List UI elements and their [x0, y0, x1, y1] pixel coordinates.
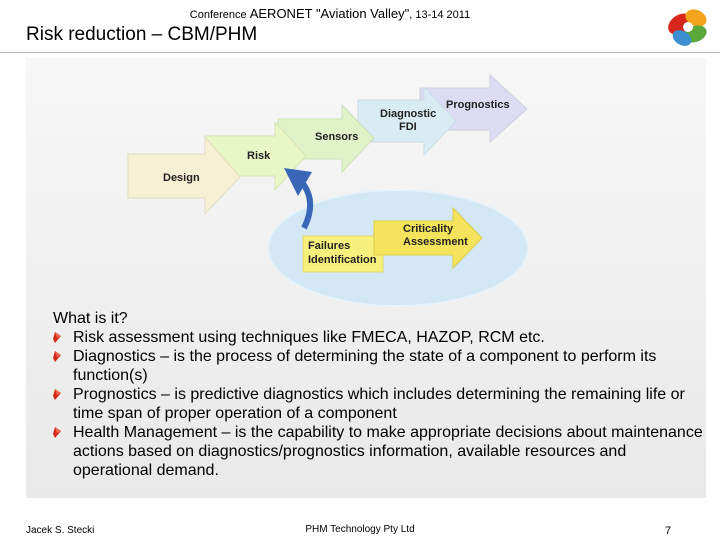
conference-header — [0, 6, 660, 21]
list-item — [53, 347, 703, 385]
header-divider — [0, 52, 720, 53]
label-risk: Risk — [247, 150, 271, 162]
list-item — [53, 328, 703, 347]
label-criticality: Criticality — [403, 223, 454, 235]
page-number: 7 — [665, 525, 672, 537]
label-failures: Failures — [308, 240, 351, 252]
bullet-text: Risk assessment using techniques like FMECA, HAZOP, RCM etc. — [73, 329, 545, 346]
bullet-icon — [53, 332, 63, 343]
conference-prefix: Conference — [189, 9, 247, 21]
label-prognostics: Prognostics — [446, 99, 510, 111]
footer-author: Jacek S. Stecki — [26, 525, 95, 536]
footer-company: PHM Technology Pty Ltd — [305, 524, 415, 535]
body-content — [53, 309, 703, 480]
list-item — [53, 385, 703, 423]
bullet-text: Health Management – is the capability to make appropriate decisions about maintenance actions based on diagnostics/prognostics information, available resources and operational demand. — [73, 424, 703, 479]
conference-date: , 13-14 2011 — [409, 9, 471, 21]
label-assessment: Assessment — [403, 236, 468, 248]
bullet-list — [53, 328, 703, 480]
bullet-text: Diagnostics – is the process of determining the state of a component to perform its function(s) — [73, 348, 657, 384]
label-design: Design — [163, 172, 200, 184]
label-fdi: FDI — [399, 121, 417, 133]
bullet-icon — [53, 427, 63, 438]
process-diagram — [0, 58, 720, 308]
page-title: Risk reduction – CBM/PHM — [26, 24, 258, 45]
logo-icon — [658, 2, 718, 52]
bullet-icon — [53, 351, 63, 362]
list-item — [53, 423, 703, 480]
bullet-text: Prognostics – is predictive diagnostics which includes determining the remaining life or time span of proper operation of a component — [73, 386, 685, 422]
body-heading: What is it? — [53, 310, 128, 327]
conference-name: AERONET "Aviation Valley" — [249, 6, 410, 21]
label-diagnostic: Diagnostic — [380, 108, 437, 120]
label-sensors: Sensors — [315, 131, 359, 143]
label-identification: Identification — [308, 254, 377, 266]
bullet-icon — [53, 389, 63, 400]
